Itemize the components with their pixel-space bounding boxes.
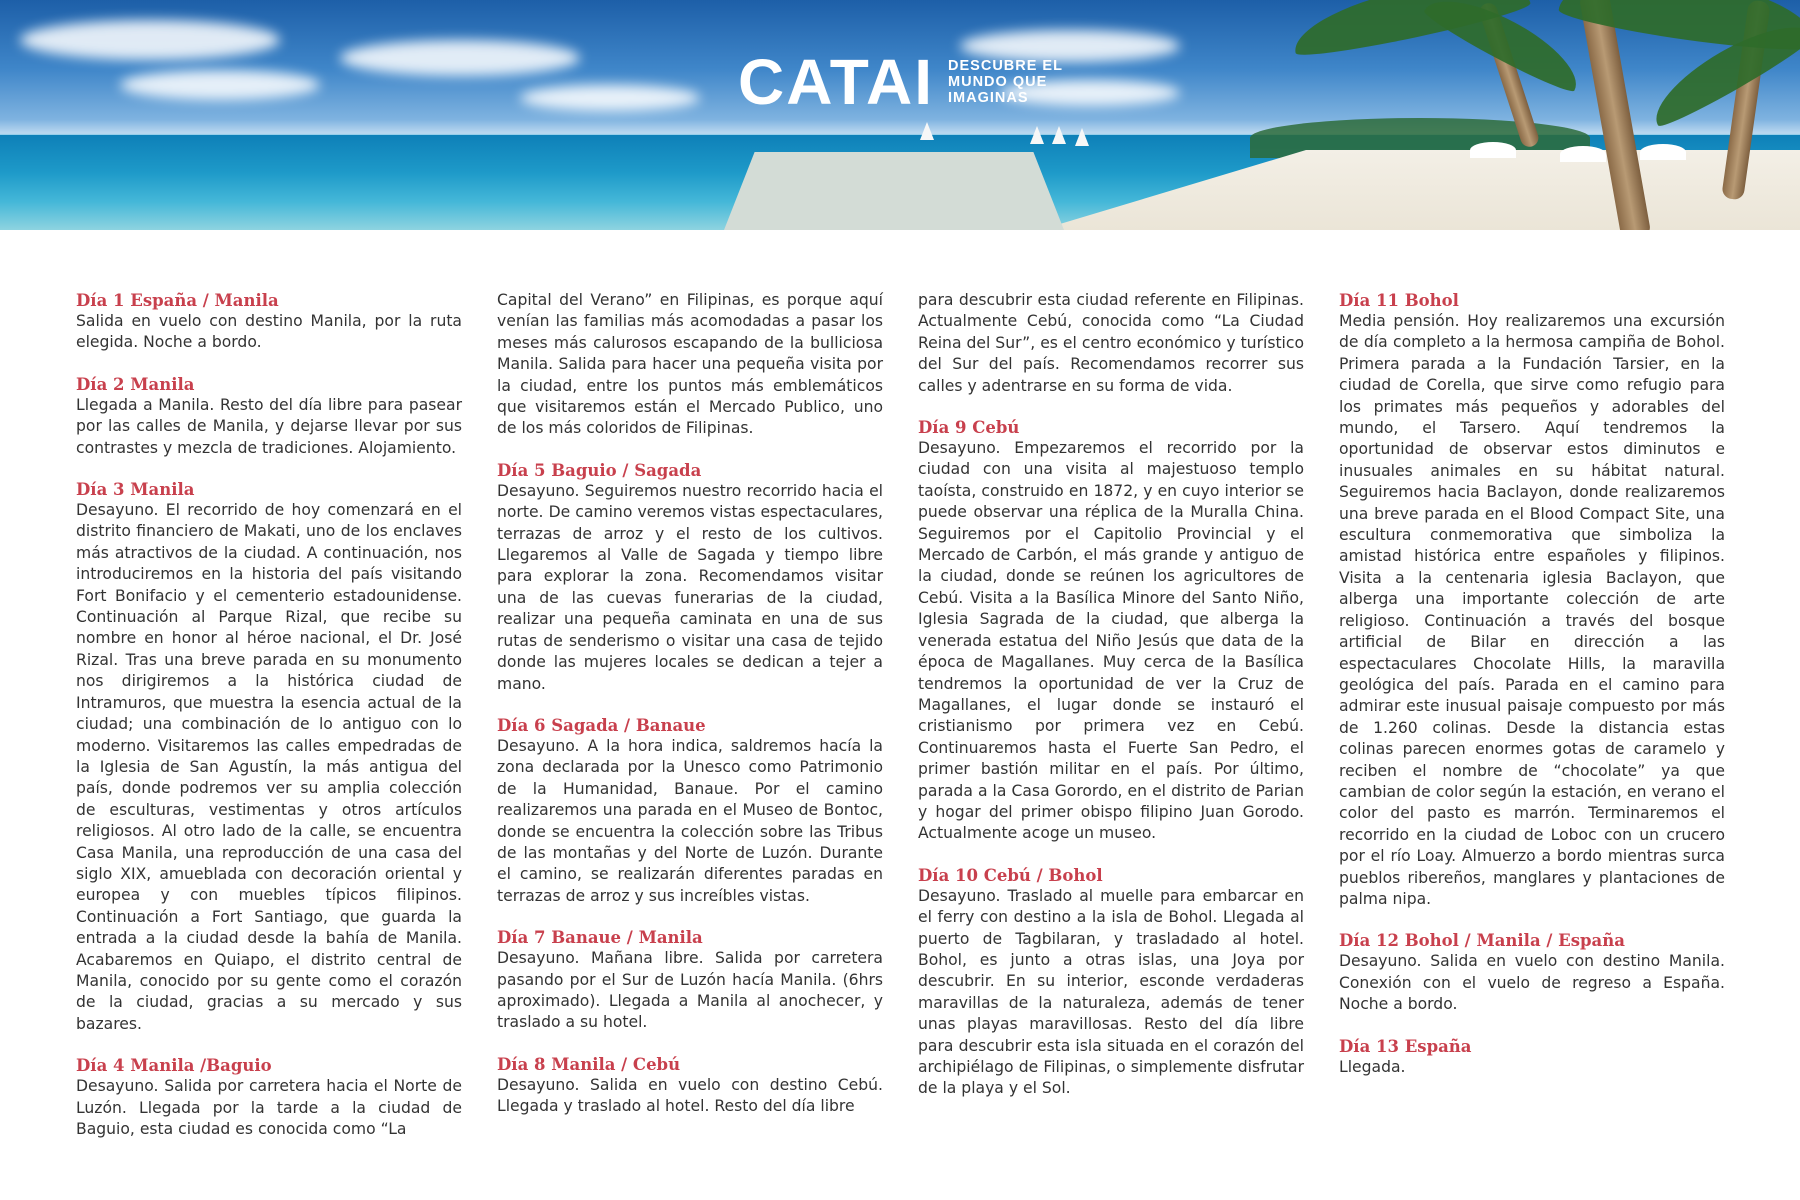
sailboat-icon [1030,126,1044,144]
day-text: Desayuno. Traslado al muelle para embarcar en el ferry con destino a la isla de Bohol. Llegada al puerto de Tagbilaran, y trasladado al hotel. Bohol, es junto a otras islas, una Joya por descubrir. En su interior, esconde verdaderas maravillas de la naturaleza, además de tener unas playas maravillosas. Resto del día libre para descubrir esta isla situada en el corazón del archipiélago de Filipinas, o simplemente disfrutar de la playa y el Sol. [918,886,1304,1098]
banner-panel [724,152,1064,230]
day-text: Llegada. [1339,1057,1406,1076]
tagline-line: DESCUBRE EL [948,58,1063,74]
beach-umbrella-icon [1470,142,1516,158]
cloud [120,70,320,100]
day-entry [1339,930,1725,1015]
beach-umbrella-icon [1640,144,1686,160]
day-text: Salida en vuelo con destino Manila, por la ruta elegida. Noche a bordo. [76,312,462,352]
beach-umbrella-icon [1560,146,1606,162]
header-banner [0,0,1800,230]
day-title: Día 13 España [1339,1036,1472,1056]
logo-wordmark: CATAI [738,46,935,118]
day-text: Desayuno. Mañana libre. Salida por carretera pasando por el Sur de Luzón hacía Manila. (6hrs aproximado). Llegada a Manila al anochecer, y traslado a su hotel. [497,949,883,1032]
day-title: Día 7 Banaue / Manila [497,928,703,948]
itinerary-column-4 [1339,290,1725,1098]
day-title: Día 3 Manila [76,480,195,500]
day-entry [918,417,1304,845]
day-entry [918,865,1304,1100]
day-entry [76,290,462,354]
sailboat-icon [1075,128,1089,146]
day-entry [497,927,883,1034]
day-text: Desayuno. Salida en vuelo con destino Cebú. Llegada y traslado al hotel. Resto del día libre [497,1075,883,1116]
day-title: Día 8 Manila / Cebú [497,1054,681,1074]
day-title: Día 2 Manila [76,374,195,394]
day-entry [76,479,462,1035]
day-text: Desayuno. Salida por carretera hacia el Norte de Luzón. Llegada por la tarde a la ciudad de Baguio, esta ciudad es conocida como “La [76,1077,462,1138]
day-entry [76,374,462,459]
tagline-line: MUNDO QUE [948,74,1048,90]
day-title: Día 12 Bohol / Manila / España [1339,931,1625,951]
day-continuation [918,290,1304,397]
day-title: Día 6 Sagada / Banaue [497,715,706,735]
continued-text: Capital del Verano” en Filipinas, es porque aquí venían las familias más acomodadas a pasar los meses más calurosos escapando de la bulliciosa Manila. Salida para hacer una pequeña visita por la ciudad, entre los puntos más emblemáticos que visitaremos están el Mercado Publico, uno de los más coloridos de Filipinas. [497,291,883,438]
cloud [520,85,700,111]
day-entry [1339,290,1725,910]
day-text: Desayuno. Empezaremos el recorrido por la ciudad con una visita al majestuoso templo taoísta, construido en 1872, y en cuyo interior se puede observar una réplica de la Muralla China. Seguiremos por el Capitolio Provincial y el Mercado de Carbón, el más grande y antiguo de la ciudad, donde se reúnen los agricultores de Cebú. Visita a la Basílica Minore del Santo Niño, Iglesia Sagrada de la ciudad, que alberga la venerada estatua del Niño Jesús que data de la época de Magallanes. Muy cerca de la Basílica tendremos la oportunidad de ver la Cruz de Magallanes, el lugar donde se instauró el cristianismo por primera vez en Cebú. Continuaremos hasta el Fuerte San Pedro, el primer bastión militar en el país. Por último, parada a la Casa Gorordo, en el distrito de Parian y hogar del primer obispo filipino Juan Gorodo. Actualmente acoge un museo. [918,439,1304,843]
day-text: Desayuno. Salida en vuelo con destino Manila. Conexión con el vuelo de regreso a España. Noche a bordo. [1339,952,1725,1014]
day-title: Día 1 España / Manila [76,291,279,310]
logo-tagline [948,58,1063,106]
itinerary-column-2 [497,290,883,1138]
sailboat-icon [920,122,934,140]
itinerary-column-1 [76,290,462,1160]
catai-logo [738,46,1063,118]
day-text: Desayuno. Seguiremos nuestro recorrido hacia el norte. De camino veremos vistas espectaculares, terrazas de arroz y el resto de los cultivos. Llegaremos al Valle de Sagada y tiempo libre para explorar la zona. Recomendamos visitar una de las cuevas funerarias de la ciudad, realizar una pequeña caminata en una de sus rutas de senderismo o visitar una casa de tejido donde las mujeres locales se dedican a tejer a mano. [497,481,883,693]
itinerary [76,290,1726,1170]
day-text: Desayuno. A la hora indica, saldremos hacía la zona declarada por la Unesco como Patrimonio de la Humanidad, Banaue. Por el camino realizaremos una parada en el Museo de Bontoc, donde se encuentra la colección sobre las Tribus de las montañas y del Norte de Luzón. Durante el camino, se realizarán diferentes paradas en terrazas de arroz y sus increíbles vistas. [497,736,883,905]
continued-text: para descubrir esta ciudad referente en Filipinas. Actualmente Cebú, conocida como “La Ciudad Reina del Sur”, es el centro económico y turístico del Sur del país. Recomendamos recorrer sus calles y adentrarse en su forma de vida. [918,291,1304,395]
day-continuation [497,290,883,440]
day-text: Media pensión. Hoy realizaremos una excursión de día completo a la hermosa campiña de Bohol. Primera parada a la Fundación Tarsier, en la ciudad de Corella, que sirve como refugio para los primates más pequeños y adorables del mundo, el Tarsero. Aquí tendremos la oportunidad de observar estos diminutos e inusuales animales en su hábitat natural. Seguiremos hacia Baclayon, donde realizaremos una breve parada en el Blood Compact Site, una escultura conmemorativa que simboliza la amistad histórica entre españoles y filipinos. Visita a la centenaria iglesia Baclayon, que alberga una importante colección de arte religioso. Continuación a través del bosque artificial de Bilar en dirección a las espectaculares Chocolate Hills, la maravilla geológica del país. Parada en el camino para admirar este inusual paisaje compuesto por más de 1.260 colinas. Desde la distancia estas colinas parecen enormes gotas de caramelo y reciben el nombre de “chocolate” ya que cambian de color según la estación, en verano el color del pasto es marrón. Terminaremos el recorrido en la ciudad de Loboc con un crucero por el río Loay. Almuerzo a bordo mientras surca pueblos ribereños, manglares y plantaciones de palma nipa. [1339,312,1725,908]
cloud [340,40,580,76]
day-entry [1339,1036,1725,1078]
day-title: Día 9 Cebú [918,418,1020,438]
tagline-line: IMAGINAS [948,90,1029,106]
day-title: Día 4 Manila /Baguio [76,1056,272,1076]
sailboat-icon [1052,126,1066,144]
day-entry [497,460,883,695]
cloud [20,20,280,60]
day-entry [497,1054,883,1118]
day-entry [76,1055,462,1140]
day-title: Día 10 Cebú / Bohol [918,865,1103,885]
day-title: Día 5 Baguio / Sagada [497,460,702,480]
day-text: Desayuno. El recorrido de hoy comenzará en el distrito financiero de Makati, uno de los enclaves más atractivos de la ciudad. A continuación, nos introduciremos en la historia del país visitando Fort Bonifacio y el cementerio estadounidense. Continuación al Parque Rizal, que recibe su nombre en honor al héroe nacional, el Dr. José Rizal. Tras una breve parada en su monumento nos dirigiremos a la histórica ciudad de Intramuros, que muestra la esencia actual de la ciudad; una combinación de lo antiguo con lo moderno. Visitaremos las calles empedradas de la Iglesia de San Agustín, la más antigua del país, donde podremos ver su amplia colección de esculturas, vestimentas y otros artículos religiosos. Al otro lado de la calle, se encuentra Casa Manila, una reproducción de una casa del siglo XIX, amueblada con decoración oriental y europea y con muebles típicos filipinos. Continuación a Fort Santiago, que guarda la entrada a la ciudad desde la bahía de Manila. Acabaremos en Quiapo, el distrito central de Manila, conocido por su gente como el corazón de la ciudad, gracias a su mercado y sus bazares. [76,501,462,1033]
day-entry [497,715,883,907]
itinerary-column-3 [918,290,1304,1120]
day-text: Llegada a Manila. Resto del día libre para pasear por las calles de Manila, y dejarse llevar por sus contrastes y mezcla de tradiciones. Alojamiento. [76,395,462,457]
day-title: Día 11 Bohol [1339,291,1459,310]
